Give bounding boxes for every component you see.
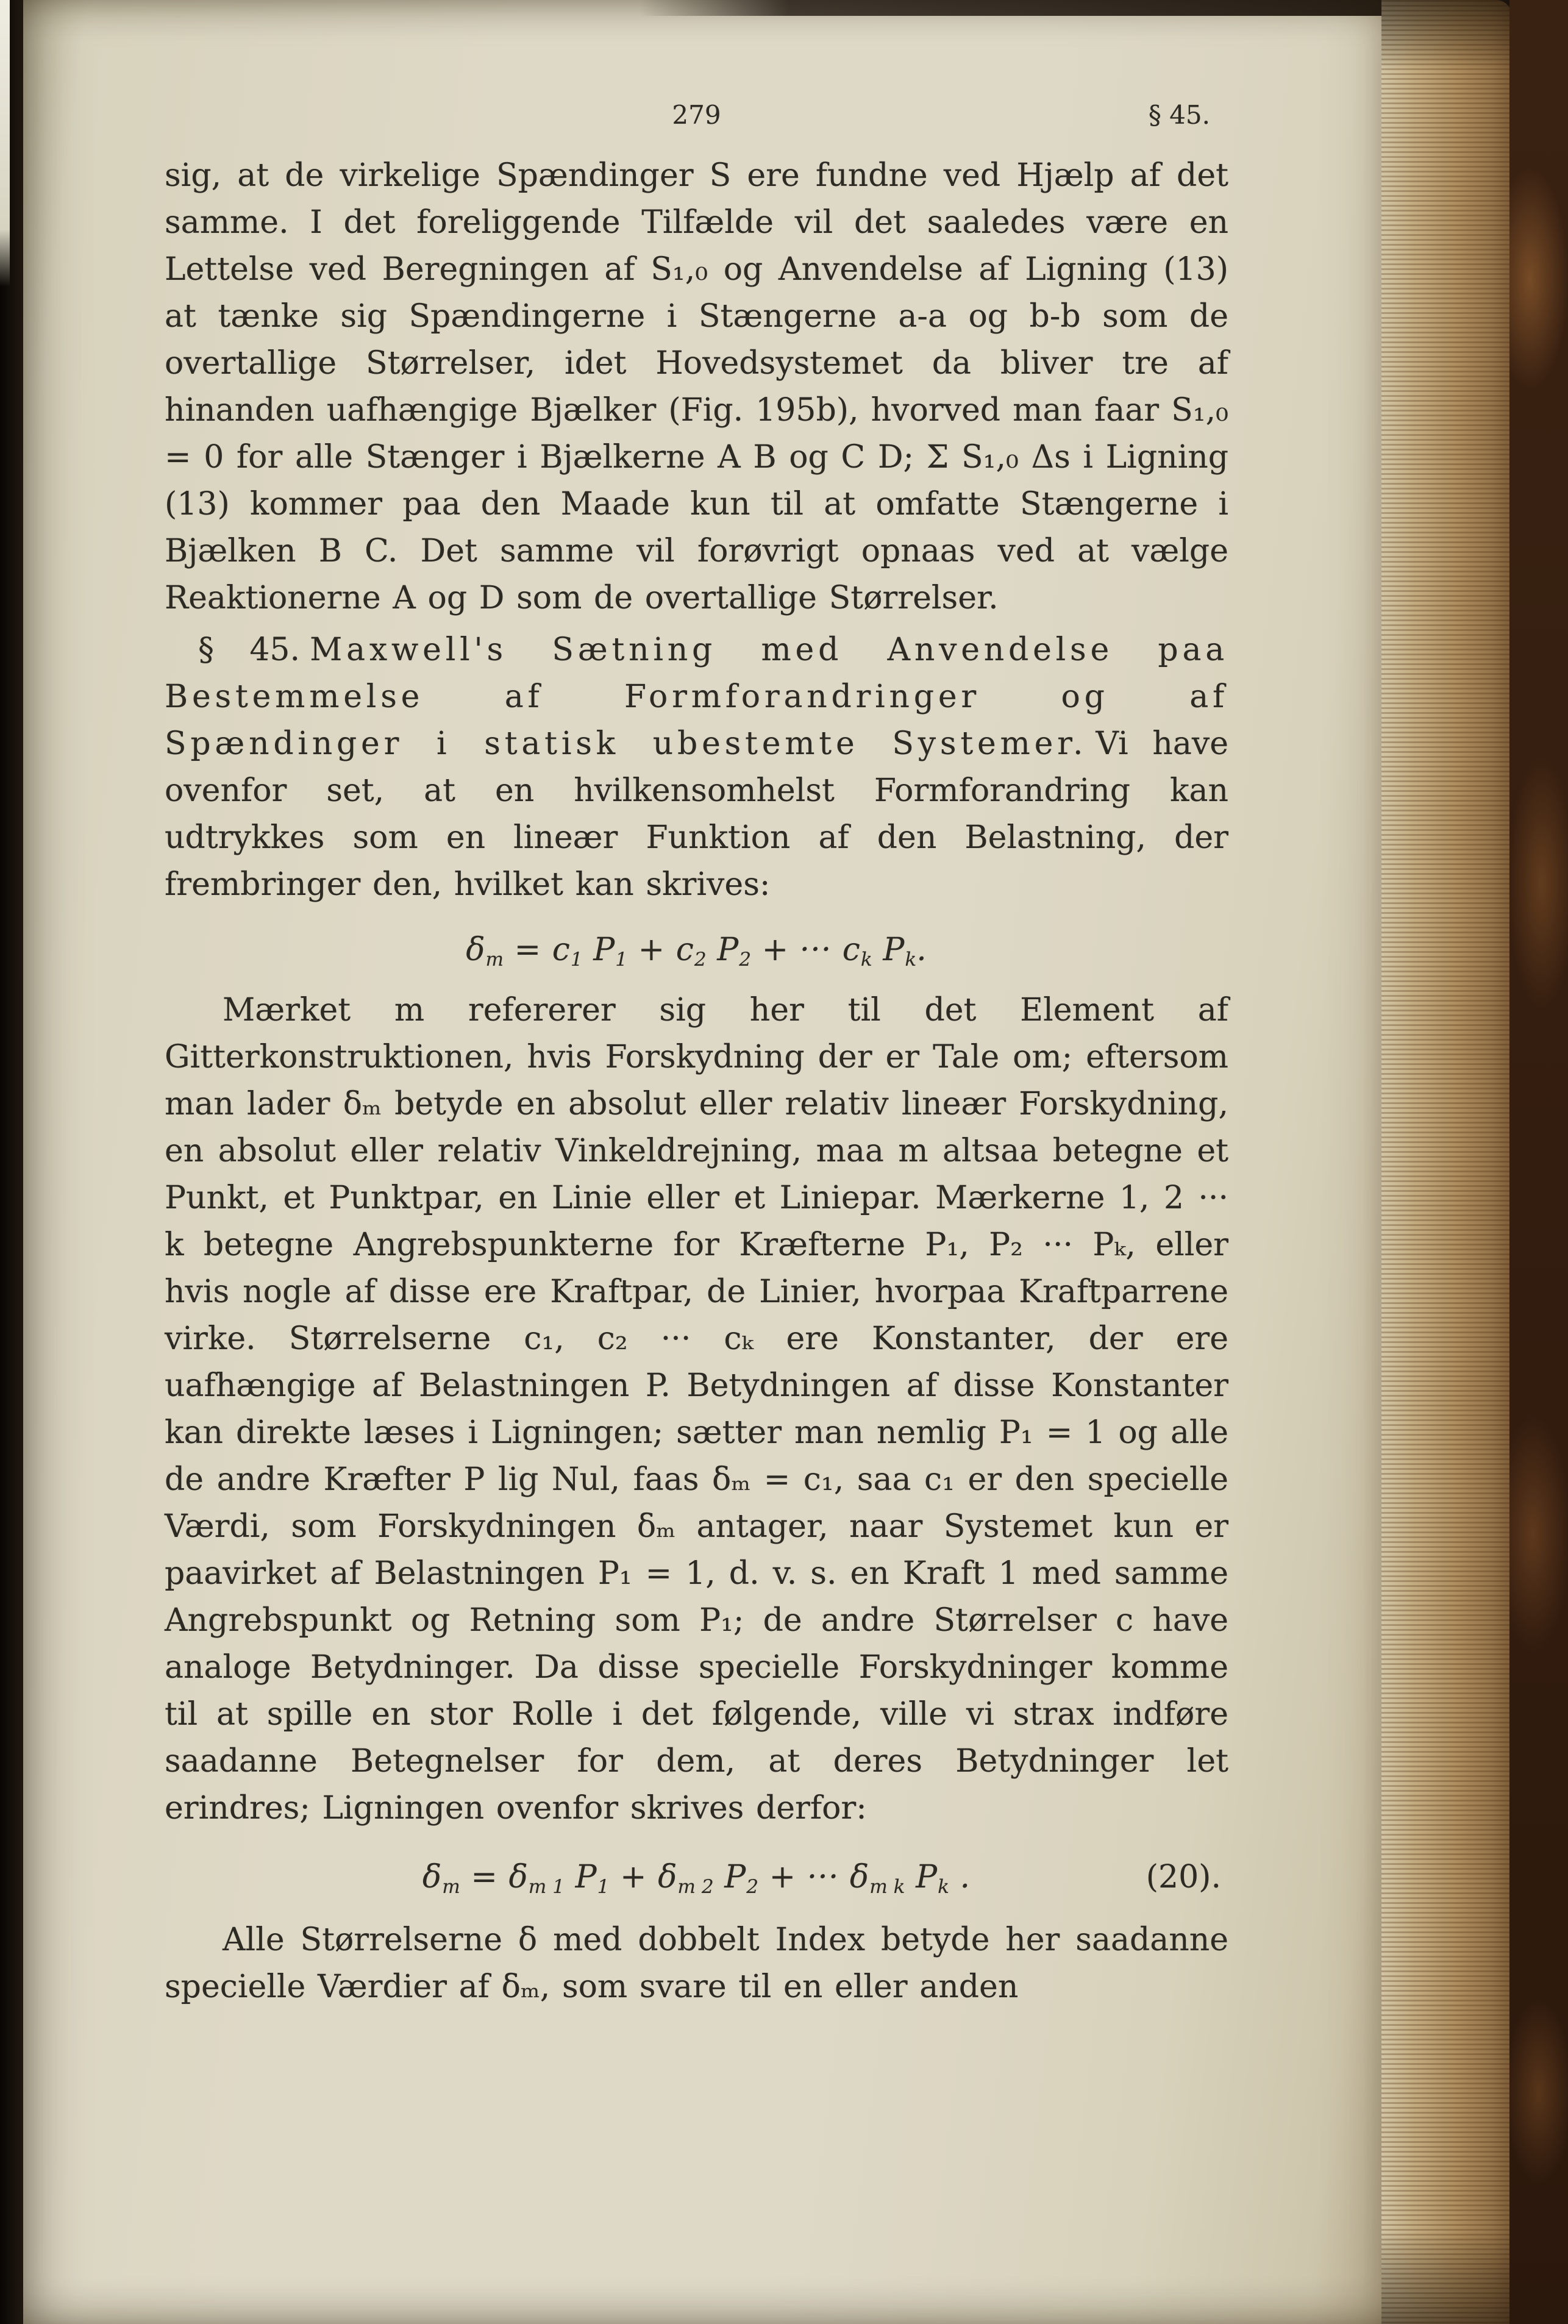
leather-binding <box>1509 0 1568 2324</box>
section-marker: § 45. <box>1148 100 1210 130</box>
equation-number: (20). <box>1146 1859 1221 1895</box>
equation-delta-m: $\delta_m = c_1$ $P_1 + c_2$ $P_2$ + ··· $c_k$ $P_k$. <box>466 932 927 971</box>
text-block <box>165 91 1228 2011</box>
page-number: 279 <box>672 100 721 130</box>
book-page <box>22 0 1388 2324</box>
section-intro-text: Vi have ovenfor set, at en hvilkensomhelst Formforandring kan udtrykkes som en lineær Funktion af den Belastning, der frembringer den, hvilket kan skrives: <box>165 725 1228 903</box>
gutter-shadow <box>0 0 23 2324</box>
page-edge-stack <box>1381 0 1512 2324</box>
left-edge-highlight <box>0 0 10 287</box>
page-header <box>165 91 1228 129</box>
equation-unnumbered <box>165 927 1228 974</box>
equation-20 <box>165 1854 1228 1901</box>
section-heading: Maxwell's Sætning med Anvendelse paa Bestemmelse af Formforandringer og af Spændinger i statisk ubestemte Systemer. <box>165 632 1228 762</box>
paragraph-continuation: sig, at de virkelige Spændinger S ere fundne ved Hjælp af det samme. I det foreliggende Tilfælde vil det saaledes være en Lettelse ved Beregningen af S₁,₀ og Anvendelse af Ligning (13) at tænke sig Spændingerne i Stængerne a-a og b-b som de overtallige Størrelser, idet Hovedsystemet da bliver tre af hinanden uafhængige Bjælker (Fig. 195b), hvorved man faar S₁,₀ = 0 for alle Stænger i Bjælkerne A B og C D; Σ S₁,₀ Δs i Ligning (13) kommer paa den Maade kun til at omfatte Stængerne i Bjælken B C. Det samme vil forøvrigt opnaas ved at vælge Reaktionerne A og D som de overtallige Størrelser. <box>165 157 1228 616</box>
equation-delta-m-expanded: $\delta_m = \delta_{m 1}$ $P_1 + \delta_{m 2}$ $P_2$ + ··· $\delta_{m k}$ $P_k$ . <box>422 1859 971 1898</box>
paragraph-section-45 <box>165 627 1228 908</box>
paragraph-maerket: Mærket m refererer sig her til det Element af Gitterkonstruktionen, hvis Forskydning der er Tale om; eftersom man lader δₘ betyde en absolut eller relativ lineær Forskydning, en absolut eller relativ Vinkeldrejning, maa m altsaa betegne et Punkt, et Punktpar, en Linie eller et Liniepar. Mærkerne 1, 2 ··· k betegne Angrebspunkterne for Kræfterne P₁, P₂ ··· Pₖ, eller hvis nogle af disse ere Kraftpar, de Linier, hvorpaa Kraftparrene virke. Størrelserne c₁, c₂ ··· cₖ ere Konstanter, der ere uafhængige af Belastningen P. Betydningen af disse Konstanter kan direkte læses i Ligningen; sætter man nemlig P₁ = 1 og alle de andre Kræfter P lig Nul, faas δₘ = c₁, saa c₁ er den specielle Værdi, som Forskydningen δₘ antager, naar Systemet kun er paavirket af Belastningen P₁ = 1, d. v. s. en Kraft 1 med samme Angrebspunkt og Retning som P₁; de andre Størrelser c have analoge Betydninger. Da disse specielle Forskydninger komme til at spille en stor Rolle i det følgende, ville vi strax indføre saadanne Betegnelser for dem, at deres Betydninger let erindres; Ligningen ovenfor skrives derfor: <box>165 992 1228 1827</box>
book-top-edge-shadow <box>640 0 1381 16</box>
paragraph-alle: Alle Størrelserne δ med dobbelt Index betyde her saadanne specielle Værdier af δₘ, som svare til en eller anden <box>165 1922 1228 2005</box>
section-number-inline: § 45. <box>198 632 301 668</box>
